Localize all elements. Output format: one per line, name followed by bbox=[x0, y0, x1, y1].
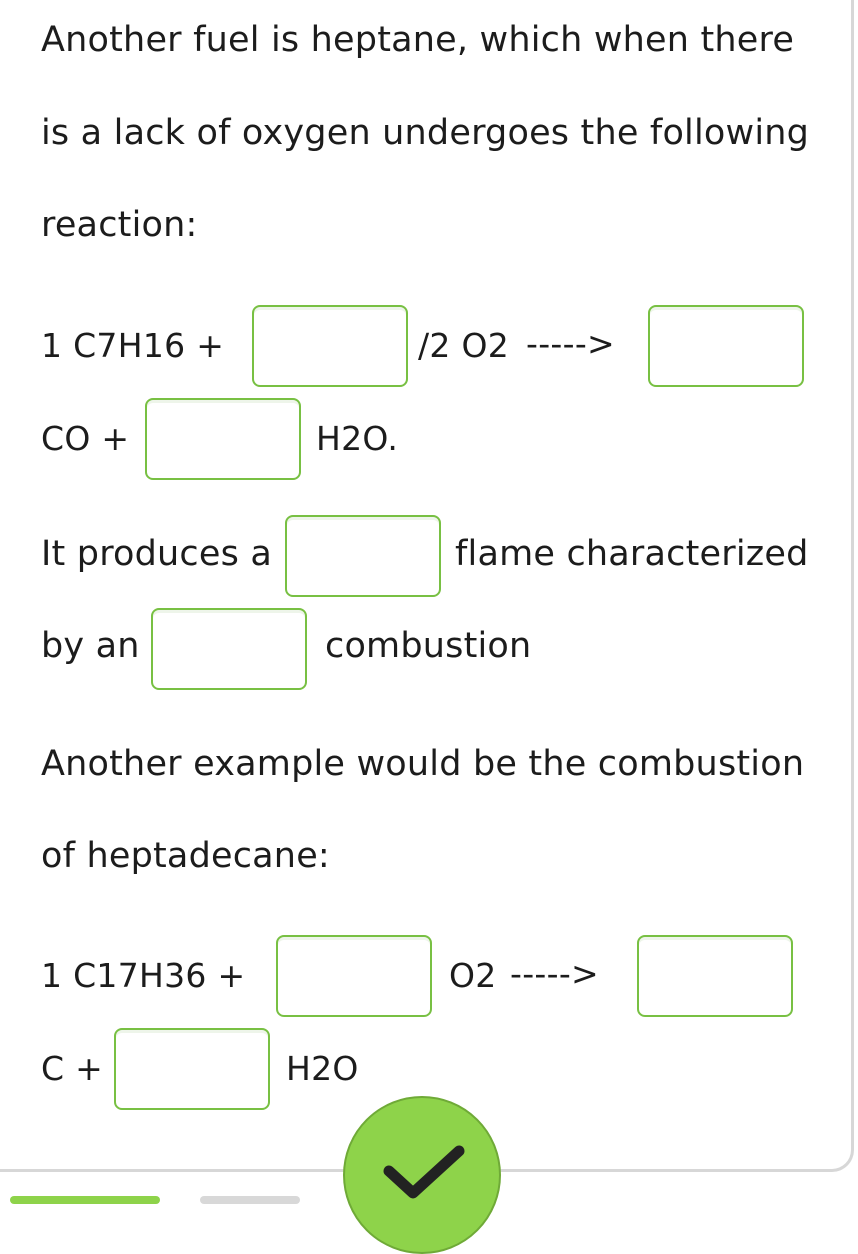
eq1-arrow: -----> bbox=[526, 324, 615, 363]
eq1-product2: H2O. bbox=[316, 419, 399, 458]
sentence2-part3: by an bbox=[41, 626, 140, 666]
eq2-product1: C + bbox=[41, 1049, 104, 1088]
eq2-water-coefficient-input[interactable] bbox=[114, 1028, 270, 1110]
sentence2-part2: flame characterized bbox=[455, 534, 809, 574]
sentence2-part4: combustion bbox=[325, 626, 532, 666]
next-card-peek bbox=[10, 1196, 160, 1204]
paragraph1-line2: is a lack of oxygen undergoes the following bbox=[41, 113, 810, 153]
eq2-oxygen: O2 bbox=[449, 956, 497, 995]
checkmark-icon bbox=[383, 1143, 465, 1203]
eq2-product2: H2O bbox=[286, 1049, 359, 1088]
next-card-peek-secondary bbox=[200, 1196, 300, 1204]
paragraph1-line3: reaction: bbox=[41, 205, 198, 245]
eq1-water-coefficient-input[interactable] bbox=[145, 398, 301, 480]
eq2-arrow: -----> bbox=[510, 954, 599, 993]
flame-type-input[interactable] bbox=[285, 515, 441, 597]
eq2-oxygen-coefficient-input[interactable] bbox=[276, 935, 432, 1017]
combustion-type-input[interactable] bbox=[151, 608, 307, 690]
eq2-carbon-coefficient-input[interactable] bbox=[637, 935, 793, 1017]
paragraph1-line1: Another fuel is heptane, which when there bbox=[41, 20, 795, 60]
eq1-product1: CO + bbox=[41, 419, 130, 458]
eq1-oxygen: /2 O2 bbox=[418, 326, 510, 365]
eq1-co-coefficient-input[interactable] bbox=[648, 305, 804, 387]
check-answer-button[interactable] bbox=[343, 1096, 501, 1254]
sentence2-part1: It produces a bbox=[41, 534, 273, 574]
eq2-reactant: 1 C17H36 + bbox=[41, 956, 246, 995]
paragraph2-line1: Another example would be the combustion bbox=[41, 744, 805, 784]
eq1-oxygen-coefficient-input[interactable] bbox=[252, 305, 408, 387]
paragraph2-line2: of heptadecane: bbox=[41, 836, 330, 876]
eq1-reactant: 1 C7H16 + bbox=[41, 326, 225, 365]
